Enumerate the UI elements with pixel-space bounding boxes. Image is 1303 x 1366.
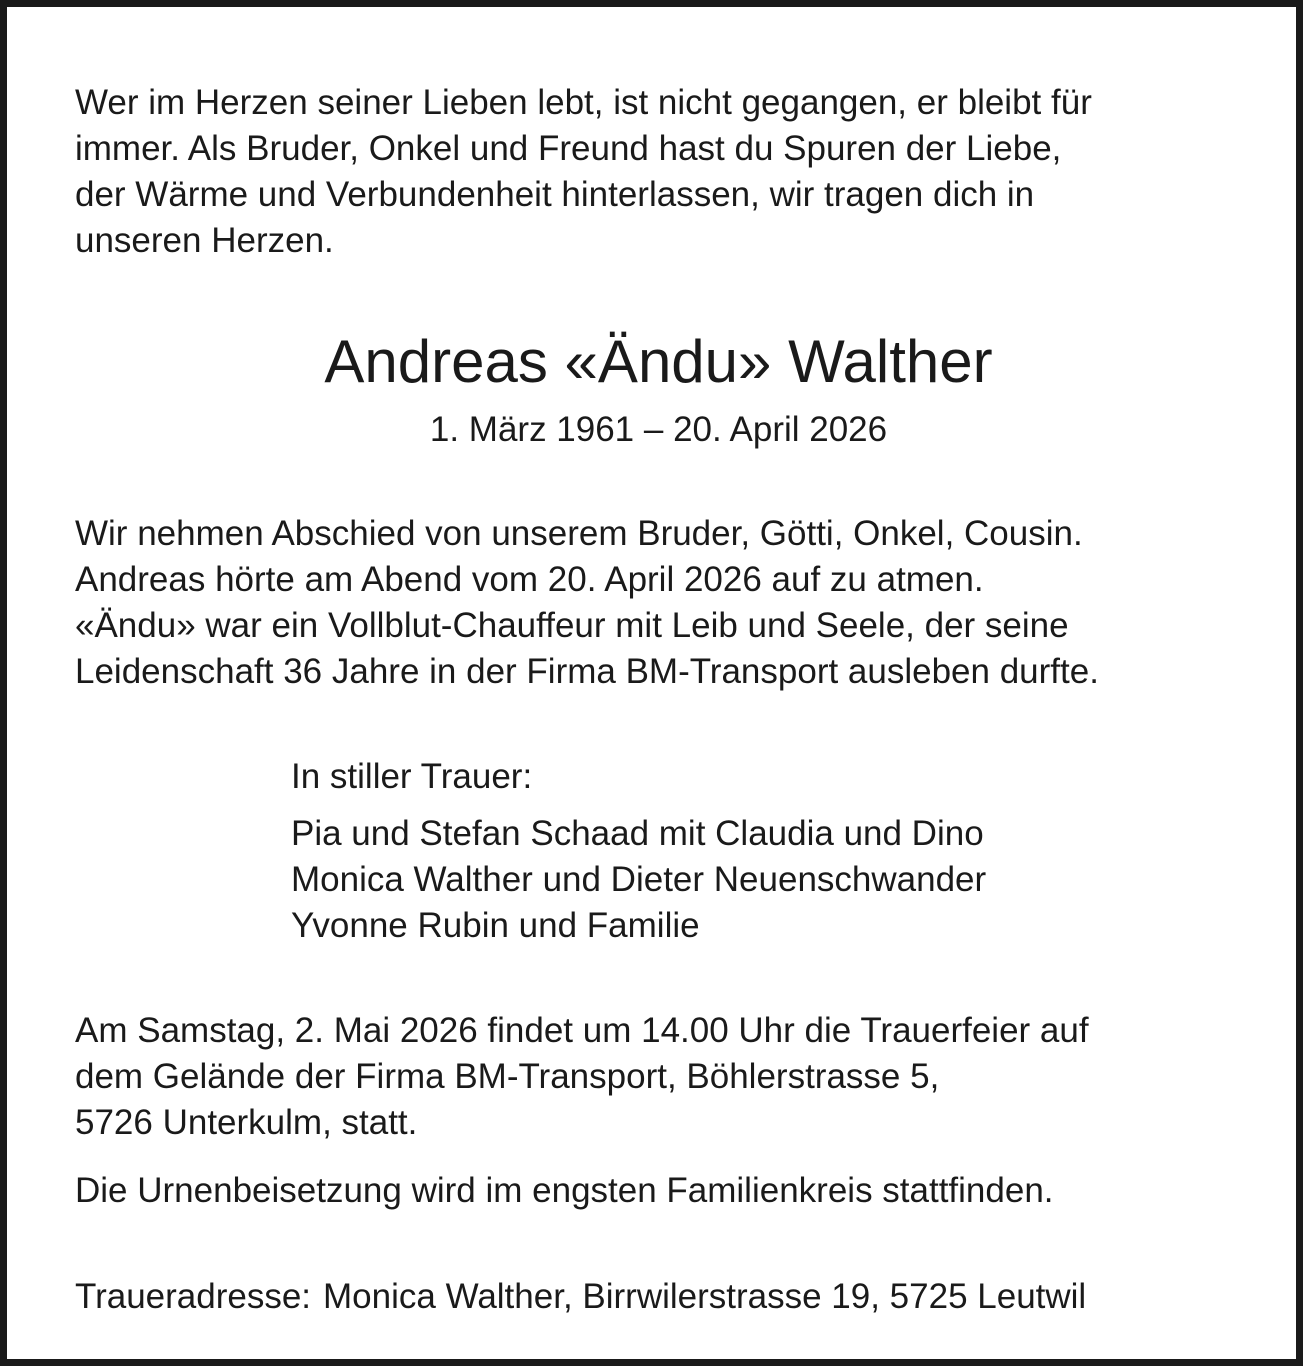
address-label: Traueradresse: bbox=[75, 1277, 312, 1316]
mourners-heading: In stiller Trauer: bbox=[291, 757, 533, 796]
intro-line: unseren Herzen. bbox=[75, 221, 334, 260]
ceremony-line: 5726 Unterkulm, statt. bbox=[75, 1103, 418, 1142]
farewell-line: Leidenschaft 36 Jahre in der Firma BM-Transport ausleben durfte. bbox=[75, 652, 1099, 691]
farewell-paragraph bbox=[75, 511, 1255, 695]
mourning-address bbox=[75, 1274, 1255, 1320]
intro-line: immer. Als Bruder, Onkel und Freund hast du Spuren der Liebe, bbox=[75, 129, 1062, 168]
mourner-name: Pia und Stefan Schaad mit Claudia und Dino bbox=[291, 814, 984, 853]
address-value: Monica Walther, Birrwilerstrasse 19, 5725 Leutwil bbox=[323, 1277, 1087, 1316]
mourners-list bbox=[291, 811, 1251, 949]
ceremony-line: dem Gelände der Firma BM-Transport, Böhlerstrasse 5, bbox=[75, 1057, 940, 1096]
intro-line: der Wärme und Verbundenheit hinterlassen, wir tragen dich in bbox=[75, 175, 1035, 214]
farewell-line: Wir nehmen Abschied von unserem Bruder, Götti, Onkel, Cousin. bbox=[75, 514, 1083, 553]
farewell-line: Andreas hörte am Abend vom 20. April 2026 auf zu atmen. bbox=[75, 560, 984, 599]
farewell-line: «Ändu» war ein Vollblut-Chauffeur mit Leib und Seele, der seine bbox=[75, 606, 1069, 645]
deceased-dates: 1. März 1961 – 20. April 2026 bbox=[429, 410, 888, 449]
burial-note: Die Urnenbeisetzung wird im engsten Familienkreis stattfinden. bbox=[75, 1171, 1054, 1210]
ceremony-line: Am Samstag, 2. Mai 2026 findet um 14.00 Uhr die Trauerfeier auf bbox=[75, 1011, 1089, 1050]
deceased-name: Andreas «Ändu» Walther bbox=[324, 328, 993, 395]
intro-line: Wer im Herzen seiner Lieben lebt, ist nicht gegangen, er bleibt für bbox=[75, 83, 1092, 122]
intro-paragraph bbox=[75, 80, 1255, 264]
ceremony-paragraph bbox=[75, 1008, 1255, 1146]
mourner-name: Monica Walther und Dieter Neuenschwander bbox=[291, 860, 987, 899]
mourner-name: Yvonne Rubin und Familie bbox=[291, 906, 700, 945]
